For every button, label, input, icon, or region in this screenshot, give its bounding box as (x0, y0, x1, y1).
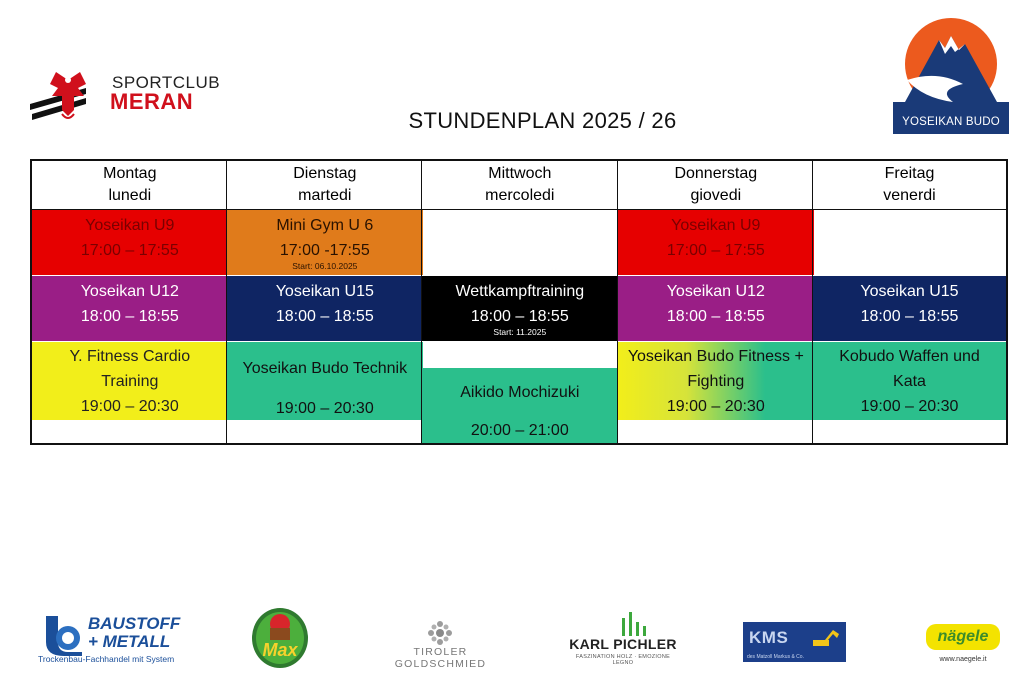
column-divider (617, 161, 618, 443)
class-block (422, 368, 618, 443)
column-friday (813, 161, 1006, 443)
class-name: Yoseikan Budo Technik (242, 360, 408, 377)
start-date: Start: 11.2025 (493, 327, 547, 337)
class-name: Yoseikan U15 (275, 283, 374, 300)
day-header-friday (813, 161, 1006, 209)
class-block (32, 276, 228, 341)
class-name: Yoseikan U9 (85, 217, 175, 234)
schedule-table (30, 159, 1008, 445)
day-name-de: Montag (103, 165, 157, 182)
class-block (227, 276, 423, 341)
day-name-it: venerdi (883, 187, 936, 204)
header-divider (32, 209, 1006, 210)
sponsor-text: KMS (749, 628, 789, 647)
club-name: SPORTCLUB (112, 73, 221, 92)
sponsor-text: + METALL (88, 632, 171, 651)
column-monday (32, 161, 228, 443)
yoseikan-logo-text: YOSEIKAN BUDO (902, 116, 1000, 128)
class-block (618, 276, 814, 341)
class-time: 18:00 – 18:55 (860, 308, 959, 325)
sponsor-tiroler-goldschmied (368, 604, 513, 668)
day-name-it: martedi (298, 187, 352, 204)
class-time: 19:00 – 20:30 (80, 398, 179, 415)
column-divider (226, 161, 227, 443)
sponsor-naegele (926, 604, 1000, 668)
sponsor-subtext: Trockenbau-Fachhandel mit System (38, 654, 175, 664)
class-name: Yoseikan U15 (860, 283, 959, 300)
day-header-tuesday (227, 161, 423, 209)
class-block (227, 342, 423, 420)
class-time: 17:00 – 17:55 (666, 242, 765, 259)
day-name-it: mercoledi (485, 187, 555, 204)
club-city: MERAN (110, 89, 194, 114)
class-block (227, 210, 423, 275)
class-time: 20:00 – 21:00 (470, 422, 569, 439)
class-name: Kobudo Waffen und (839, 348, 980, 365)
day-header-wednesday (422, 161, 618, 209)
start-date: Start: 06.10.2025 (292, 261, 358, 271)
class-name: Y. Fitness Cardio (69, 348, 191, 365)
column-tuesday (227, 161, 423, 443)
day-name-it: giovedi (690, 187, 742, 204)
class-name: Yoseikan U9 (671, 217, 761, 234)
class-block (32, 342, 228, 420)
sponsor-text: TIROLER GOLDSCHMIED (394, 646, 487, 670)
day-name-it: lunedi (108, 187, 152, 204)
sponsor-max (250, 604, 310, 668)
class-time: 18:00 – 18:55 (470, 308, 569, 325)
class-time: 19:00 – 20:30 (666, 398, 765, 415)
column-divider (812, 161, 813, 443)
day-header-thursday (618, 161, 814, 209)
sponsor-text: BAUSTOFF (88, 614, 181, 633)
class-name: Fighting (687, 373, 745, 390)
class-time: 17:00 -17:55 (279, 242, 370, 259)
class-time: 17:00 – 17:55 (80, 242, 179, 259)
day-name-de: Mittwoch (488, 165, 552, 182)
swirl-logo-icon (36, 612, 86, 658)
day-name-de: Freitag (884, 165, 935, 182)
class-block (618, 210, 814, 275)
sponsor-text: Max (262, 640, 298, 660)
sponsor-subtext: FASZINATION HOLZ · EMOZIONE LEGNO (575, 654, 671, 666)
class-block (618, 342, 814, 420)
class-block (422, 276, 618, 341)
class-name: Training (101, 373, 159, 390)
class-time: 19:00 – 20:30 (275, 400, 374, 417)
class-time: 19:00 – 20:30 (860, 398, 959, 415)
day-name-de: Donnerstag (674, 165, 758, 182)
class-block (32, 210, 228, 275)
excavator-icon (811, 626, 841, 650)
sponsor-text: KARL PICHLER (569, 636, 677, 652)
sponsor-url: www.naegele.it (939, 656, 987, 663)
class-block (813, 276, 1006, 341)
class-time: 18:00 – 18:55 (275, 308, 374, 325)
bars-logo-icon (620, 612, 650, 636)
class-name: Yoseikan U12 (80, 283, 179, 300)
sponsor-kms (743, 604, 846, 668)
class-block (813, 342, 1006, 420)
page-title: STUNDENPLAN 2025 / 26 (408, 108, 677, 133)
column-divider (421, 161, 422, 443)
column-thursday (618, 161, 814, 443)
class-name: Kata (893, 373, 926, 390)
class-name: Yoseikan Budo Fitness + (627, 348, 804, 365)
class-name: Mini Gym U 6 (276, 217, 374, 234)
class-name: Yoseikan U12 (666, 283, 765, 300)
sponsor-subtext: des Matzoll Markus & Co. (747, 654, 804, 660)
sponsor-text: nägele (926, 624, 1000, 650)
ornament-icon (425, 618, 455, 648)
sponsor-baustoff-metall (36, 604, 204, 668)
class-name: Wettkampftraining (455, 283, 585, 300)
mountain-logo-icon (893, 10, 1009, 116)
sponsor-karl-pichler (568, 604, 678, 668)
day-name-de: Dienstag (293, 165, 357, 182)
column-wednesday (422, 161, 618, 443)
yoseikan-budo-logo (893, 10, 1009, 134)
class-time: 18:00 – 18:55 (666, 308, 765, 325)
class-name: Aikido Mochizuki (460, 384, 580, 401)
class-time: 18:00 – 18:55 (80, 308, 179, 325)
day-header-monday (32, 161, 228, 209)
